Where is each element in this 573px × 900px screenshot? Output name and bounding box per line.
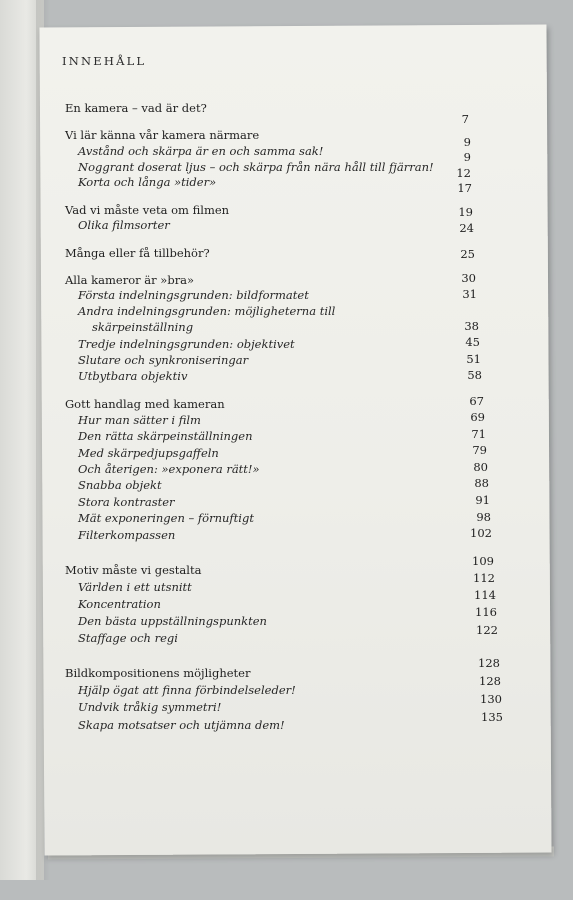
- toc-page-number: 114: [474, 588, 496, 602]
- toc-section-title: Snabba objekt: [78, 478, 162, 492]
- toc-page-number: 12: [456, 166, 471, 180]
- toc-page-number: 19: [458, 205, 473, 219]
- toc-page-number: 45: [465, 335, 480, 349]
- toc-page-number: 91: [475, 493, 490, 507]
- toc-chapter-title: Vad vi måste veta om filmen: [65, 203, 230, 217]
- toc-chapter-title: En kamera – vad är det?: [65, 101, 207, 115]
- toc-page-number: 71: [471, 427, 486, 441]
- toc-page-number: 7: [461, 112, 469, 126]
- toc-page-number: 102: [470, 526, 492, 540]
- toc-page-number: 31: [462, 287, 477, 301]
- toc-section-title: Världen i ett utsnitt: [78, 580, 192, 594]
- toc-section-title: Filterkompassen: [78, 528, 176, 542]
- toc-section-title: Tredje indelningsgrunden: objektivet: [78, 337, 295, 351]
- toc-page-number: 67: [469, 394, 484, 408]
- toc-page-number: 128: [479, 674, 501, 688]
- toc-section-title: Slutare och synkroniseringar: [78, 353, 249, 367]
- toc-chapter-title: Bildkompositionens möjligheter: [65, 666, 251, 680]
- toc-page-number: 9: [463, 135, 471, 149]
- toc-page-number: 58: [467, 368, 482, 382]
- toc-heading: INNEHÅLL: [62, 54, 147, 68]
- toc-section-title: Hur man sätter i film: [78, 413, 201, 427]
- toc-section-title: Första indelningsgrunden: bildformatet: [78, 288, 309, 302]
- toc-page-number: 69: [470, 410, 485, 424]
- toc-page-number: 88: [474, 476, 489, 490]
- toc-section-title: Avstånd och skärpa är en och samma sak!: [78, 144, 324, 158]
- toc-page-number: 80: [473, 460, 488, 474]
- toc-section-title: Utbytbara objektiv: [78, 369, 188, 383]
- toc-page-number: 38: [464, 319, 479, 333]
- toc-section-title: Med skärpedjupsgaffeln: [78, 446, 219, 460]
- toc-page-number: 25: [460, 247, 475, 261]
- toc-page-number: 130: [480, 692, 502, 706]
- toc-section-title: Skapa motsatser och utjämna dem!: [78, 718, 285, 732]
- toc-page-number: 51: [466, 352, 481, 366]
- toc-chapter-title: Alla kameror är »bra»: [65, 273, 195, 287]
- toc-page-number: 24: [459, 221, 474, 235]
- toc-chapter-title: Gott handlag med kameran: [65, 397, 225, 411]
- toc-chapter-title: Vi lär känna vår kamera närmare: [65, 128, 260, 142]
- toc-section-title: Den rätta skärpeinställningen: [78, 429, 253, 443]
- toc-section-title: Undvik tråkig symmetri!: [78, 700, 222, 714]
- toc-page-number: 9: [463, 150, 471, 164]
- toc-section-title: Stora kontraster: [78, 495, 175, 509]
- toc-page-number: 30: [461, 271, 476, 285]
- toc-page-number: 128: [478, 656, 500, 670]
- toc-page-number: 112: [473, 571, 495, 585]
- toc-page-number: 135: [481, 710, 503, 724]
- toc-section-title: skärpeinställning: [92, 320, 194, 334]
- toc-section-title: Staffage och regi: [78, 631, 178, 645]
- toc-chapter-title: Många eller få tillbehör?: [65, 246, 210, 260]
- toc-page-number: 17: [457, 181, 472, 195]
- toc-section-title: Den bästa uppställningspunkten: [78, 614, 267, 628]
- toc-section-title: Hjälp ögat att finna förbindelseleder!: [78, 683, 296, 697]
- toc-page-number: 122: [476, 623, 498, 637]
- toc-page-number: 116: [475, 605, 497, 619]
- toc-section-title: Olika filmsorter: [78, 218, 170, 232]
- toc-section-title: Koncentration: [78, 597, 161, 611]
- toc-section-title: Noggrant doserat ljus – och skärpa från nära håll till fjärran!: [78, 160, 434, 174]
- toc-page-number: 109: [472, 554, 494, 568]
- toc-chapter-title: Motiv måste vi gestalta: [65, 563, 202, 577]
- toc-page-number: 98: [476, 510, 491, 524]
- toc-section-title: Och återigen: »exponera rätt!»: [78, 462, 260, 476]
- toc-section-title: Andra indelningsgrunden: möjligheterna till: [78, 304, 336, 318]
- toc-section-title: Mät exponeringen – förnuftigt: [78, 511, 254, 525]
- toc-section-title: Korta och långa »tider»: [78, 175, 217, 189]
- toc-page-number: 79: [472, 443, 487, 457]
